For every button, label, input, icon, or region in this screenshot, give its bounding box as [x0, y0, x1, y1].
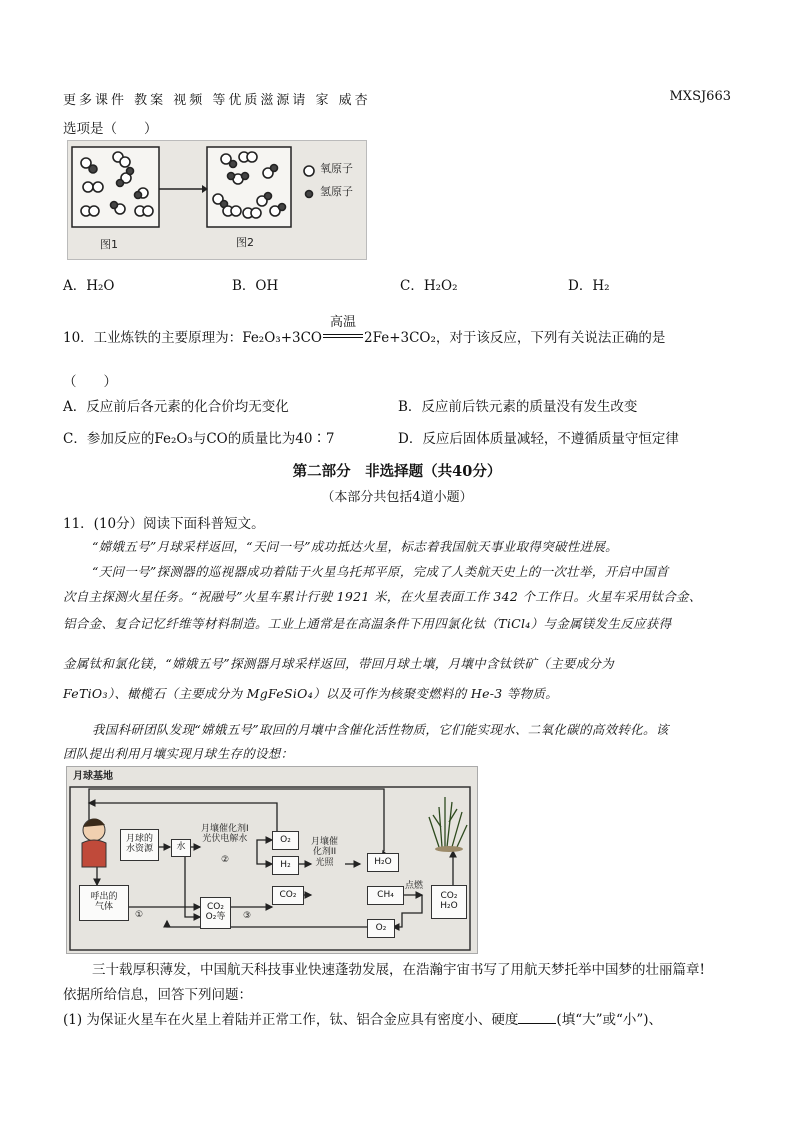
- lunar-base-diagram: [66, 766, 478, 954]
- q11-sub-1-suffix: (填“大”或“小”)、: [556, 1012, 663, 1028]
- q10-option-d: D．反应后固体质量减轻，不遵循质量守恒定律: [398, 431, 679, 447]
- q11-para-2-line-1: “天问一号”探测器的巡视器成功着陆于火星乌托邦平原，完成了人类航天史上的一次壮举，开启中国首: [92, 564, 669, 579]
- q11-para-2-line-3: 铝合金、复合记忆纤维等材料制造。工业上通常是在高温条件下用四氯化钛（TiCl₄）与金属镁发生反应获得: [63, 616, 672, 631]
- co2-mid-box: CO₂: [272, 886, 304, 905]
- header-code: MXSJ663: [669, 89, 731, 104]
- header-ad-text: 更多课件 教案 视频 等优质滋源请 家 威杏: [63, 93, 371, 108]
- q11-sub-1-prefix: (1) 为保证火星车在火星上着陆并正常工作，钛、铝合金应具有密度小、硬度: [63, 1012, 519, 1028]
- q10-option-b: B．反应前后铁元素的质量没有发生改变: [398, 399, 638, 415]
- base-label: 月球基地: [73, 771, 113, 782]
- q11-para-2-line-2: 次自主探测火星任务。“祝融号”火星车累计行驶 1921 米，在火星表面工作 342 个工作日。火星车采用钛合金、: [63, 589, 702, 604]
- co2-o2-box: CO₂ O₂等: [200, 897, 231, 929]
- fig2-caption: 图2: [236, 236, 254, 249]
- q10-eq-right: 2Fe+3CO₂: [364, 330, 436, 346]
- q9-figure: [67, 140, 367, 260]
- h2-box: H₂: [272, 856, 299, 875]
- fig1-caption: 图1: [100, 238, 118, 251]
- legend-oxygen-label: 氧原子: [320, 162, 353, 175]
- answer-blank[interactable]: [518, 1011, 556, 1024]
- q11-para-3-line-2: 团队提出利用月壤实现月球生存的设想：: [63, 746, 294, 761]
- q9-option-c: C．H₂O₂: [400, 278, 458, 294]
- q10-condition-arrow: [322, 315, 364, 342]
- q9-option-d: D．H₂: [568, 278, 610, 294]
- q10-paren: （ ）: [63, 374, 117, 390]
- catalyst-1-label: 月壤催化剂I 光伏电解水: [201, 824, 249, 845]
- q10-stem-suffix: ，对于该反应，下列有关说法正确的是: [435, 330, 666, 346]
- o2-bottom-box: O₂: [367, 919, 395, 938]
- q10-condition: 高温: [329, 315, 356, 330]
- q11-para-2-line-4: 金属钛和氯化镁，“嫦娥五号”探测器月球采样返回，带回月球土壤，月壤中含钛铁矿（主要成分为: [63, 656, 614, 671]
- q11-para-1: “嫦娥五号”月球采样返回，“天问一号”成功抵达火星，标志着我国航天事业取得突破性进展。: [92, 539, 618, 554]
- legend-hydrogen-label: 氢原子: [320, 185, 353, 198]
- ch4-box: CH₄: [367, 886, 404, 905]
- ignite-label: 点燃: [405, 881, 424, 891]
- catalyst-2-label: 月壤催 化剂II 光照: [311, 837, 339, 868]
- water-resource-box: 月球的 水资源: [120, 829, 159, 861]
- q10-stem: [63, 315, 666, 346]
- q11-para-4-line-2: 依据所给信息，回答下列问题：: [63, 987, 252, 1003]
- water-box: 水: [171, 839, 191, 857]
- q11-para-2-line-5: FeTiO₃）、橄榄石（主要成分为 MgFeSiO₄）以及可作为核聚变燃料的 He-3 等物质。: [63, 686, 559, 701]
- q9-option-b: B．OH: [232, 278, 279, 294]
- q10-option-c: C．参加反应的Fe₂O₃与CO的质量比为40∶7: [63, 431, 335, 447]
- step-3-label: ③: [243, 911, 252, 921]
- q11-intro: 11．(10分）阅读下面科普短文。: [63, 516, 265, 532]
- part2-title: 第二部分 非选择题（共40分）: [292, 463, 502, 480]
- q10-option-a: A．反应前后各元素的化合价均无变化: [63, 399, 289, 415]
- products-box: CO₂ H₂O: [431, 885, 467, 919]
- q11-sub-1: [63, 1008, 662, 1028]
- q11-para-3-line-1: 我国科研团队发现“嫦娥五号”取回的月壤中含催化活性物质，它们能实现水、二氧化碳的高效转化。该: [92, 722, 669, 737]
- step-1-label: ①: [135, 910, 144, 920]
- o2-top-box: O₂: [272, 831, 299, 850]
- h2o-box: H₂O: [367, 853, 399, 872]
- step-2-label: ②: [221, 855, 230, 865]
- q9-option-a: A．H₂O: [63, 278, 115, 294]
- page-header: [63, 89, 731, 108]
- exhaled-gas-box: 呼出的 气体: [79, 885, 129, 921]
- part2-subtitle: （本部分共包括4道小题）: [321, 490, 473, 505]
- q9-stem-tail: 选项是（ ）: [63, 121, 158, 137]
- q10-eq-left: Fe₂O₃+3CO: [242, 330, 322, 346]
- q10-stem-prefix: 10．工业炼铁的主要原理为：: [63, 330, 243, 346]
- q11-para-4-line-1: 三十载厚积薄发，中国航天科技事业快速蓬勃发展，在浩瀚宇宙书写了用航天梦托举中国梦的壮丽篇章!: [92, 962, 705, 978]
